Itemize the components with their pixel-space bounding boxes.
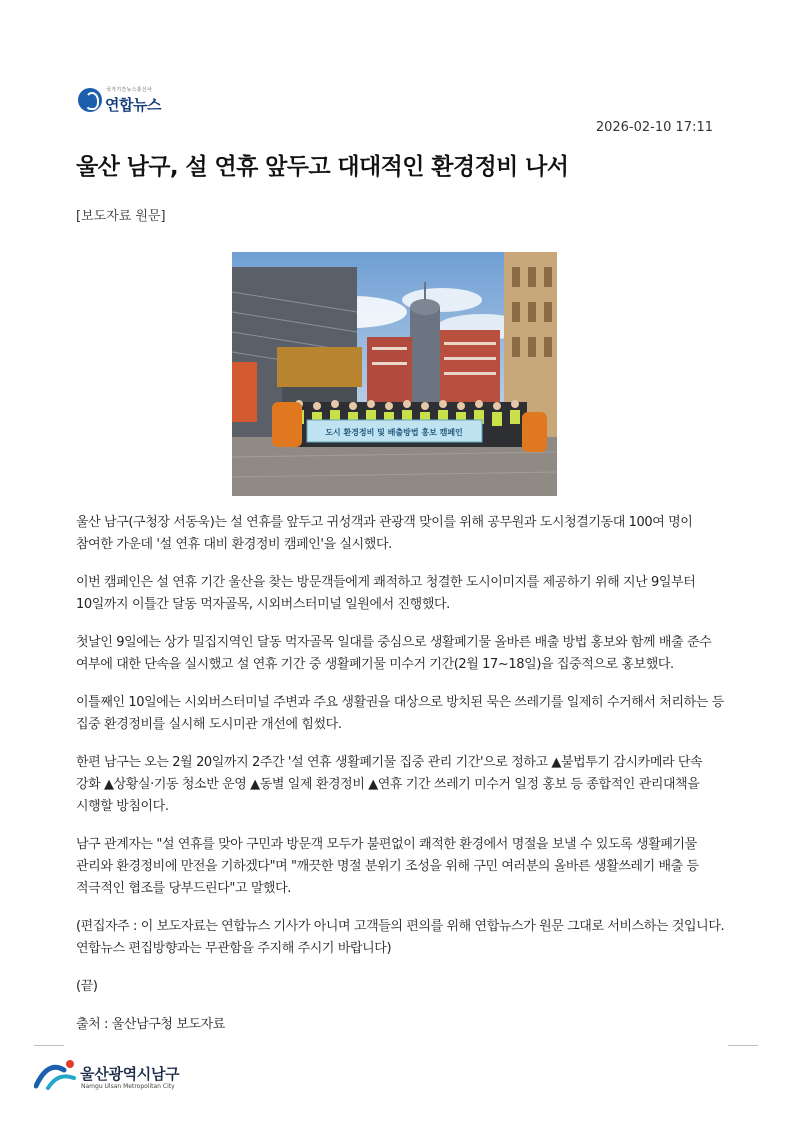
footer-divider-left (34, 1045, 64, 1046)
namgu-emblem-icon (34, 1056, 78, 1092)
yonhap-logo-icon (78, 88, 102, 112)
campaign-banner-text: 도시 환경정비 및 배출방법 홍보 캠페인 (325, 428, 463, 437)
paragraph-4: 이틀째인 10일에는 시외버스터미널 주변과 주요 생활권을 대상으로 방치된 묵은 쓰레기를 일제히 수거해서 처리하는 등 집중 환경정비를 실시해 도시미관 개선에 힘썼다. (76, 695, 724, 732)
paragraph-1: 울산 남구(구청장 서동욱)는 설 연휴를 앞두고 귀성객과 관광객 맞이를 위해 공무원과 도시청결기동대 100여 명이 참여한 가운데 '설 연휴 대비 환경정비 캠페인'을 실시했다. (76, 515, 693, 552)
yonhap-logo (78, 84, 178, 118)
paragraph-6: 남구 관계자는 "설 연휴를 맞아 구민과 방문객 모두가 불편없이 쾌적한 환경에서 명절을 보낼 수 있도록 생활폐기물 관리와 환경정비에 만전을 기하겠다"며 "깨끗한 명절 분위기 조성을 위해 구민 여러분의 올바른 생활쓰레기 배출 등 적극적인 협조를 당부드린다"고 말했다. (76, 837, 699, 896)
article-photo (232, 252, 557, 496)
end-mark: (끝) (76, 979, 98, 994)
article-body (76, 512, 726, 1052)
paragraph-3: 첫날인 9일에는 상가 밀집지역인 달동 먹자골목 일대를 중심으로 생활폐기물 올바른 배출 방법 홍보와 함께 배출 준수 여부에 대한 단속을 실시했고 설 연휴 기간 중 생활폐기물 미수거 기간(2월 17~18일)을 집중적으로 홍보했다. (76, 635, 712, 672)
logo-name: 연합뉴스 (105, 96, 161, 114)
press-release-label: [보도자료 원문] (76, 209, 166, 224)
org-name: 울산광역시남구 (80, 1065, 180, 1083)
paragraph-2: 이번 캠페인은 설 연휴 기간 울산을 찾는 방문객들에게 쾌적하고 청결한 도시이미지를 제공하기 위해 지난 9일부터 10일까지 이틀간 달동 먹자골목, 시외버스터미널 일원에서 진행했다. (76, 575, 696, 612)
paragraph-5: 한편 남구는 오는 2월 20일까지 2주간 '설 연휴 생활폐기물 집중 관리 기간'으로 정하고 ▲불법투기 감시카메라 단속 강화 ▲상황실·기동 청소반 운영 ▲동별 일제 환경정비 ▲연휴 기간 쓰레기 미수거 일정 홍보 등 종합적인 관리대책을 시행할 방침이다. (76, 755, 703, 814)
source-line: 출처 : 울산남구청 보도자료 (76, 1017, 225, 1032)
editor-note: (편집자주 : 이 보도자료는 연합뉴스 기사가 아니며 고객들의 편의를 위해 연합뉴스가 원문 그대로 서비스하는 것입니다. 연합뉴스 편집방향과는 무관함을 주지해 주시기 바랍니다) (76, 919, 725, 956)
publish-date: 2026-02-10 17:11 (595, 120, 713, 135)
org-name-en: Namgu Ulsan Metropolitan City (81, 1083, 175, 1090)
namgu-logo (34, 1056, 234, 1096)
footer-divider-right (728, 1045, 758, 1046)
article-title: 울산 남구, 설 연휴 앞두고 대대적인 환경정비 나서 (76, 154, 569, 180)
logo-subtitle: 국가기간뉴스통신사 (106, 87, 153, 93)
